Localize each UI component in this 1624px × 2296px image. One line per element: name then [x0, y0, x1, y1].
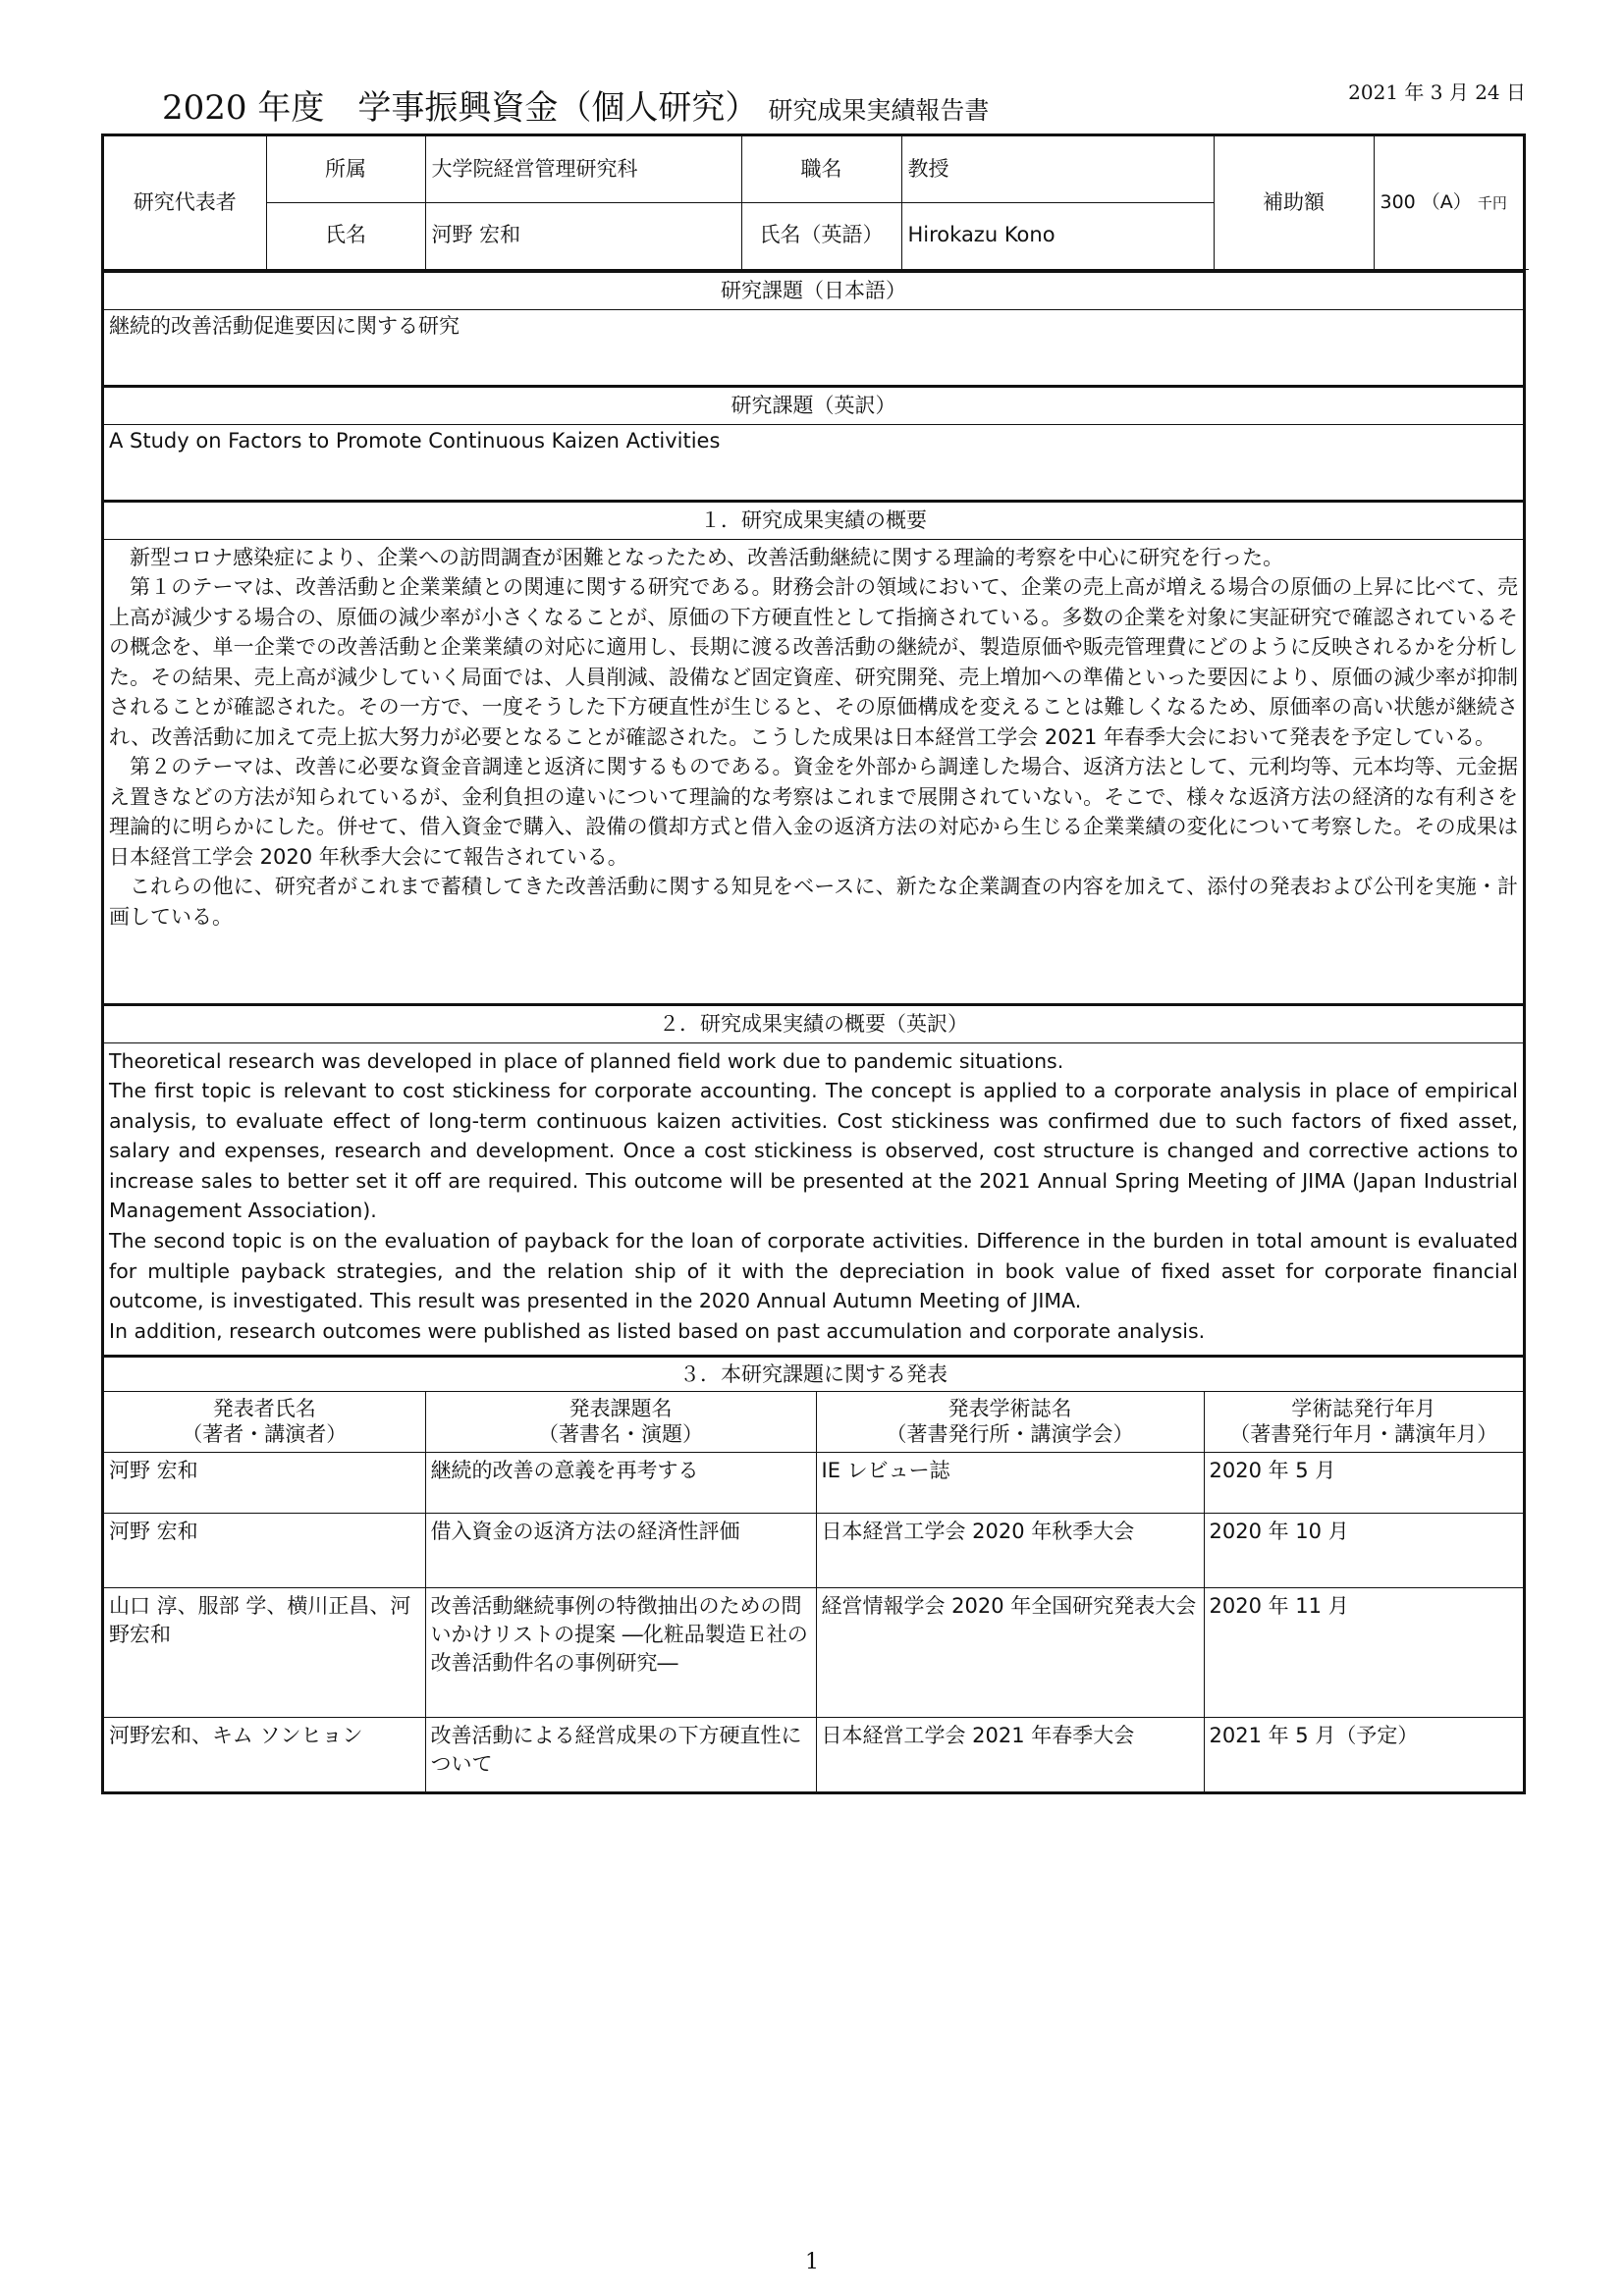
table-row	[104, 1588, 1523, 1718]
summary-en-paragraph-1: Theoretical research was developed in place of planned field work due to pandemic situations.	[109, 1048, 1064, 1073]
pub-venue: 日本経営工学会 2020 年秋季大会	[816, 1514, 1204, 1588]
pub-author: 河野 宏和	[104, 1514, 425, 1588]
name-label: 氏名	[266, 202, 425, 269]
pub-header-venue: 発表学術誌名 （著書発行所・講演学会）	[816, 1392, 1204, 1453]
affiliation-label: 所属	[266, 136, 425, 202]
info-table	[104, 136, 1529, 270]
grant-unit: 千円	[1477, 193, 1507, 212]
pub-title: 改善活動継続事例の特徴抽出のための問いかけリストの提案 ―化粧品製造Ｅ社の改善活動件名の事例研究―	[425, 1588, 816, 1718]
table-row	[104, 1453, 1523, 1514]
table-row	[104, 1718, 1523, 1791]
pub-header-author: 発表者氏名 （著者・講演者）	[104, 1392, 425, 1453]
title-sub: 研究成果実績報告書	[768, 96, 990, 125]
summary-jp-paragraph-1: 新型コロナ感染症により、企業への訪問調査が困難となったため、改善活動継続に関する理論的考察を中心に研究を行った。	[130, 545, 1284, 569]
report-form	[101, 133, 1526, 1794]
report-date: 2021 年 3 月 24 日	[1348, 80, 1526, 104]
summary-jp-paragraph-3: 第２のテーマは、改善に必要な資金音調達と返済に関するものである。資金を外部から調達した場合、返済方法として、元利均等、元本均等、元金据え置きなどの方法が知られているが、金利負担の違いについて理論的な考察はこれまで展開されていない。そこで、様々な返済方法の経済的な有利さを理論的に明らかにした。併せて、借入資金で購入、設備の償却方式と借入金の返済方法の対応から生じる企業業績の変化について考察した。その成果は日本経営工学会 2020 年秋季大会にて報告されている。	[109, 755, 1518, 869]
pub-date: 2020 年 10 月	[1204, 1514, 1523, 1588]
summary-jp-body	[104, 540, 1523, 1003]
topic-jp-text: 継続的改善活動促進要因に関する研究	[109, 313, 460, 338]
publications-table	[104, 1392, 1523, 1791]
summary-en-body	[104, 1043, 1523, 1355]
pub-date: 2021 年 5 月（予定）	[1204, 1718, 1523, 1791]
topic-jp-header: 研究課題（日本語）	[104, 270, 1523, 310]
pub-venue: 経営情報学会 2020 年全国研究発表大会	[816, 1588, 1204, 1718]
name-en-label: 氏名（英語）	[741, 202, 901, 269]
summary-jp-paragraph-2: 第１のテーマは、改善活動と企業業績との関連に関する研究である。財務会計の領域において、企業の売上高が増える場合の原価の上昇に比べて、売上高が減少する場合の、原価の減少率が小さくなることが、原価の下方硬直性として指摘されている。多数の企業を対象に実証研究で確認されているその概念を、単一企業での改善活動と企業業績の対応に適用し、長期に渡る改善活動の継続が、製造原価や販売管理費にどのように反映されるかを分析した。その結果、売上高が減少していく局面では、人員削減、設備など固定資産、研究開発、売上増加への準備といった要因により、原価の減少率が抑制されることが確認された。その一方で、一度そうした下方硬直性が生じると、その原価構成を変えることは難しくなるため、原価率の高い状態が継続され、改善活動に加えて売上拡大努力が必要となることが確認された。こうした成果は日本経営工学会 2021 年春季大会において発表を予定している。	[109, 575, 1518, 749]
pub-title: 借入資金の返済方法の経済性評価	[425, 1514, 816, 1588]
affiliation-value: 大学院経営管理研究科	[425, 136, 741, 202]
pub-venue: 日本経営工学会 2021 年春季大会	[816, 1718, 1204, 1791]
pub-date: 2020 年 11 月	[1204, 1588, 1523, 1718]
name-en-value: Hirokazu Kono	[901, 202, 1214, 269]
grant-value: 300 （A）	[1380, 190, 1472, 213]
pub-date: 2020 年 5 月	[1204, 1453, 1523, 1514]
name-value: 河野 宏和	[425, 202, 741, 269]
pub-title: 改善活動による経営成果の下方硬直性について	[425, 1718, 816, 1791]
summary-en-paragraph-2: The first topic is relevant to cost stickiness for corporate accounting. The concept is applied to a corporate analysis in place of empirical analysis, to evaluate effect of long-term continuous kaizen activities. Cost stickiness was confirmed due to such factors of fixed asset, salary and expenses, research and development. Once a cost stickiness is observed, cost structure is changed and corrective actions to increase sales to better set it off are required. This outcome will be presented at the 2021 Annual Spring Meeting of JIMA (Japan Industrial Management Association).	[109, 1079, 1518, 1223]
document-title	[162, 80, 989, 129]
position-label: 職名	[741, 136, 901, 202]
title-main: 2020 年度 学事振興資金（個人研究）	[162, 88, 759, 128]
page-number: 1	[805, 2250, 819, 2274]
pub-header-title: 発表課題名 （著書名・演題）	[425, 1392, 816, 1453]
summary-en-paragraph-4: In addition, research outcomes were published as listed based on past accumulation and corporate analysis.	[109, 1318, 1206, 1343]
pub-author: 山口 淳、服部 学、横川正昌、河野宏和	[104, 1588, 425, 1718]
summary-jp-header: １．研究成果実績の概要	[104, 500, 1523, 540]
representative-label: 研究代表者	[104, 136, 266, 269]
summary-en-header: ２．研究成果実績の概要（英訳）	[104, 1003, 1523, 1043]
table-row	[104, 1514, 1523, 1588]
publications-header: ３．本研究課題に関する発表	[104, 1355, 1523, 1392]
pub-venue: IE レビュー誌	[816, 1453, 1204, 1514]
topic-en-header: 研究課題（英訳）	[104, 385, 1523, 425]
pub-title: 継続的改善の意義を再考する	[425, 1453, 816, 1514]
pub-author: 河野宏和、キム ソンヒョン	[104, 1718, 425, 1791]
summary-jp-paragraph-4: これらの他に、研究者がこれまで蓄積してきた改善活動に関する知見をベースに、新たな企業調査の内容を加えて、添付の発表および公刊を実施・計画している。	[109, 875, 1518, 929]
grant-amount	[1374, 136, 1529, 269]
pub-header-date: 学術誌発行年月 （著書発行年月・講演年月）	[1204, 1392, 1523, 1453]
grant-label: 補助額	[1214, 136, 1374, 269]
pub-author: 河野 宏和	[104, 1453, 425, 1514]
topic-en-text: A Study on Factors to Promote Continuous Kaizen Activities	[109, 428, 721, 453]
summary-en-paragraph-3: The second topic is on the evaluation of payback for the loan of corporate activities. Difference in the burden in total amount is evaluated for multiple payback strategies, and the relation ship of it with the depreciation in book value of fixed asset for corporate financial outcome, is investigated. This result was presented in the 2020 Annual Autumn Meeting of JIMA.	[109, 1229, 1518, 1313]
position-value: 教授	[901, 136, 1214, 202]
